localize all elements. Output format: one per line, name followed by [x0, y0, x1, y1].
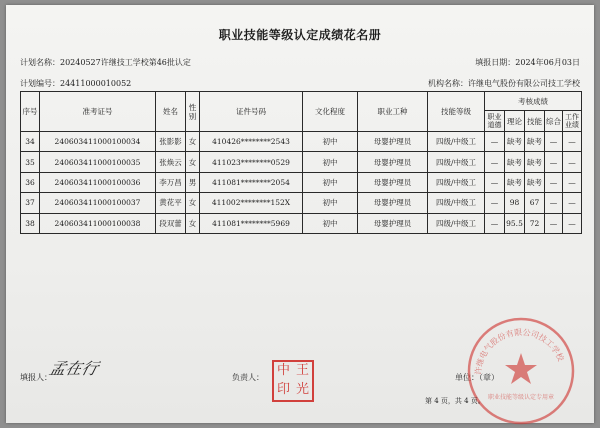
cell-education: 初中	[303, 193, 358, 213]
cell-name: 张焕云	[156, 152, 186, 172]
cell-occupation: 母婴护理员	[358, 132, 428, 152]
cell-name: 段双蕾	[156, 213, 186, 233]
cell-theory: 缺考	[505, 152, 525, 172]
cell-id: 411023********0529	[200, 152, 303, 172]
cell-level: 四级/中级工	[428, 193, 485, 213]
responsible-label: 负责人：	[232, 373, 264, 382]
table-row	[21, 152, 582, 172]
cell-seq: 38	[21, 213, 40, 233]
cell-ethics: —	[485, 193, 505, 213]
seal-text: 许继电气股份有限公司技工学校	[473, 327, 566, 376]
page-title: 职业技能等级认定成绩花名册	[218, 28, 382, 42]
unit-label: 单位：（章）	[455, 373, 499, 382]
cell-work: —	[563, 193, 582, 213]
cell-ticket: 240603411000100038	[40, 213, 156, 233]
seal-char: 印	[276, 382, 290, 397]
header-skill: 技能	[525, 111, 545, 132]
cell-education: 初中	[303, 213, 358, 233]
cell-ethics: —	[485, 213, 505, 233]
cell-gender: 男	[186, 172, 200, 192]
table-row	[21, 213, 582, 233]
institution-name: 机构名称：许继电气股份有限公司技工学校	[428, 79, 580, 88]
cell-gender: 女	[186, 193, 200, 213]
cell-skill: 72	[525, 213, 545, 233]
cell-id: 411002********152X	[200, 193, 303, 213]
seal-star-icon	[505, 353, 537, 384]
cell-work: —	[563, 213, 582, 233]
cell-ticket: 240603411000100037	[40, 193, 156, 213]
cell-skill: 缺考	[525, 152, 545, 172]
header-id: 证件号码	[200, 92, 303, 132]
cell-occupation: 母婴护理员	[358, 172, 428, 192]
cell-occupation: 母婴护理员	[358, 193, 428, 213]
personal-seal	[272, 360, 314, 402]
cell-work: —	[563, 152, 582, 172]
cell-ethics: —	[485, 132, 505, 152]
fill-date: 填报日期：2024年06月03日	[475, 58, 580, 67]
seal-subtext: 职业技能等级认定专用章	[487, 394, 555, 401]
seal-char: 中	[276, 363, 290, 378]
filler-signature: 孟在行	[47, 359, 101, 378]
cell-name: 张影影	[156, 132, 186, 152]
cell-ticket: 240603411000100035	[40, 152, 156, 172]
cell-education: 初中	[303, 152, 358, 172]
header-occupation: 职业工种	[358, 92, 428, 132]
cell-theory: 95.5	[505, 213, 525, 233]
table-row	[21, 172, 582, 192]
cell-overall: —	[545, 213, 563, 233]
header-ethics: 职业道德	[485, 111, 505, 132]
cell-education: 初中	[303, 172, 358, 192]
plan-name: 计划名称：20240527许继技工学校第46批认定	[20, 58, 191, 67]
seal-char: 光	[295, 382, 309, 397]
cell-id: 411081********5969	[200, 213, 303, 233]
cell-seq: 36	[21, 172, 40, 192]
page-number: 第 4 页，共 4 页。	[425, 397, 485, 405]
cell-id: 411081********2054	[200, 172, 303, 192]
cell-skill: 67	[525, 193, 545, 213]
cell-theory: 98	[505, 193, 525, 213]
official-seal	[465, 315, 577, 427]
cell-theory: 缺考	[505, 132, 525, 152]
cell-work: —	[563, 172, 582, 192]
seal-char: 王	[295, 363, 309, 378]
score-roster-table	[20, 91, 582, 234]
cell-seq: 37	[21, 193, 40, 213]
cell-gender: 女	[186, 132, 200, 152]
cell-ethics: —	[485, 152, 505, 172]
header-gender: 性别	[186, 92, 200, 132]
table-row	[21, 132, 582, 152]
plan-number: 计划编号：24411000010052	[20, 79, 132, 88]
header-ticket: 准考证号	[40, 92, 156, 132]
cell-overall: —	[545, 132, 563, 152]
cell-overall: —	[545, 152, 563, 172]
table-row	[21, 193, 582, 213]
cell-id: 410426********2543	[200, 132, 303, 152]
cell-skill: 缺考	[525, 172, 545, 192]
cell-level: 四级/中级工	[428, 213, 485, 233]
header-theory: 理论	[505, 111, 525, 132]
cell-overall: —	[545, 193, 563, 213]
header-level: 技能等级	[428, 92, 485, 132]
cell-level: 四级/中级工	[428, 132, 485, 152]
cell-name: 黄花平	[156, 193, 186, 213]
header-work: 工作业绩	[563, 111, 582, 132]
cell-ticket: 240603411000100036	[40, 172, 156, 192]
cell-work: —	[563, 132, 582, 152]
cell-occupation: 母婴护理员	[358, 213, 428, 233]
cell-level: 四级/中级工	[428, 152, 485, 172]
header-education: 文化程度	[303, 92, 358, 132]
header-name: 姓名	[156, 92, 186, 132]
cell-education: 初中	[303, 132, 358, 152]
cell-skill: 缺考	[525, 132, 545, 152]
cell-seq: 34	[21, 132, 40, 152]
cell-level: 四级/中级工	[428, 172, 485, 192]
cell-ethics: —	[485, 172, 505, 192]
header-results: 考核成绩	[485, 92, 582, 111]
filler-label: 填报人：	[20, 373, 52, 382]
cell-overall: —	[545, 172, 563, 192]
cell-gender: 女	[186, 152, 200, 172]
cell-name: 李万昌	[156, 172, 186, 192]
cell-theory: 缺考	[505, 172, 525, 192]
cell-ticket: 240603411000100034	[40, 132, 156, 152]
cell-gender: 女	[186, 213, 200, 233]
cell-seq: 35	[21, 152, 40, 172]
header-seq: 序号	[21, 92, 40, 132]
header-overall: 综合	[545, 111, 563, 132]
cell-occupation: 母婴护理员	[358, 152, 428, 172]
